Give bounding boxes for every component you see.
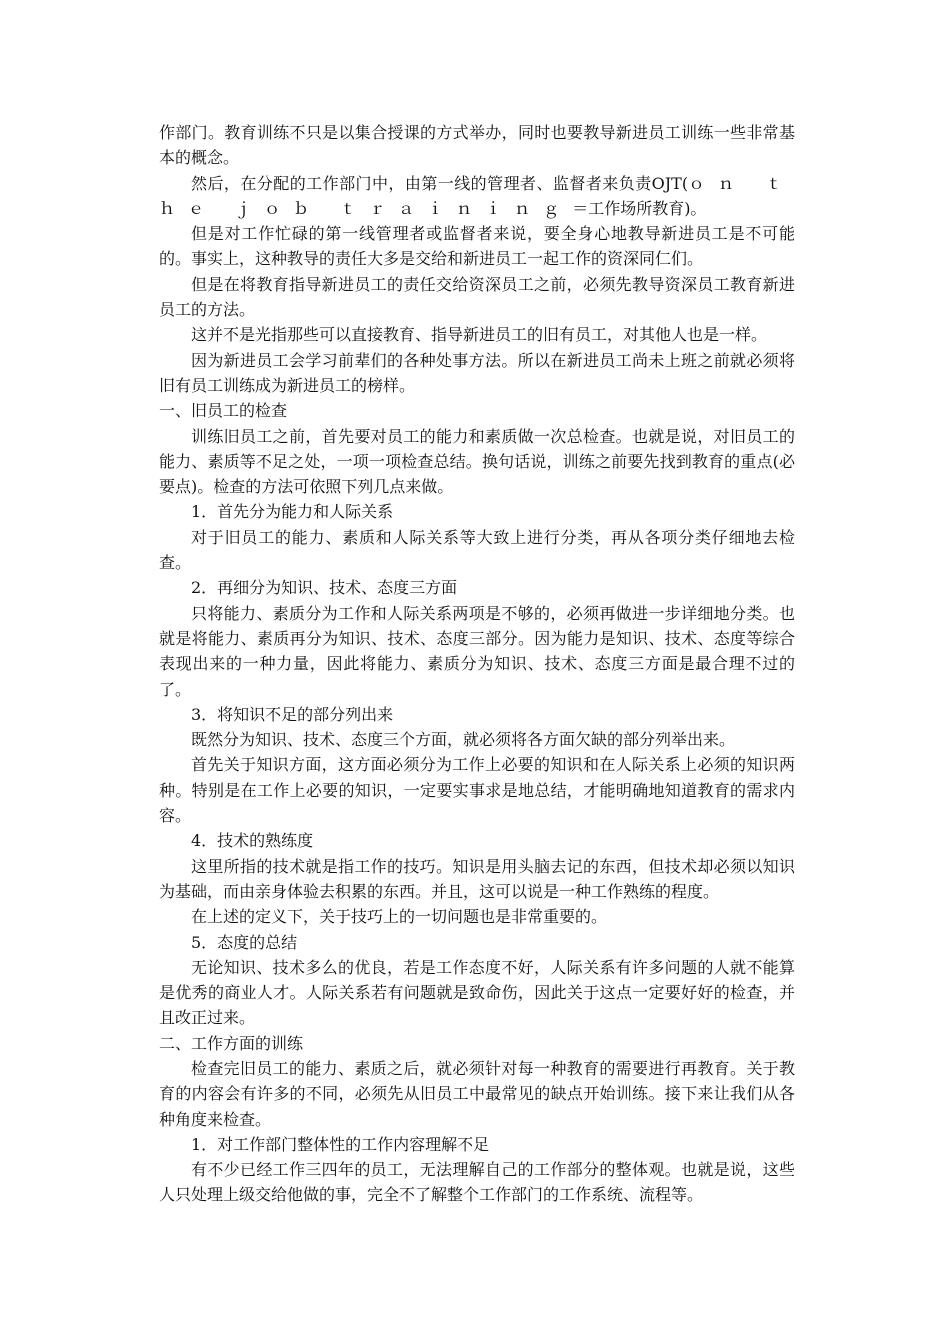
paragraph: 这里所指的技术就是指工作的技巧。知识是用头脑去记的东西，但技术却必须以知识为基础，而由亲身体验去积累的东西。并且，这可以说是一种工作熟练的程度。	[159, 856, 795, 901]
paragraph: 训练旧员工之前，首先要对员工的能力和素质做一次总检查。也就是说，对旧员工的能力、素质等不足之处，一项一项检查总结。换句话说，训练之前要先找到教育的重点(必要点)。检查的方法可依照下列几点来做。	[159, 426, 795, 497]
paragraph: 无论知识、技术多么的优良，若是工作态度不好，人际关系有许多问题的人就不能算是优秀的商业人才。人际关系若有问题就是致命伤，因此关于这点一定要好好的检查，并且改正过来。	[159, 957, 795, 1028]
subsection-heading: 4．技术的熟练度	[191, 831, 314, 851]
subsection-heading: 1．对工作部门整体性的工作内容理解不足	[191, 1134, 490, 1154]
paragraph: 作部门。教育训练不只是以集合授课的方式举办，同时也要教导新进员工训练一些非常基本的概念。	[159, 123, 795, 168]
section-heading: 二、工作方面的训练	[159, 1033, 304, 1053]
paragraph: 只将能力、素质分为工作和人际关系两项是不够的，必须再做进一步详细地分类。也就是将能力、素质再分为知识、技术、态度三部分。因为能力是知识、技术、态度等综合表现出来的一种力量，因此将能力、素质分为知识、技术、态度三方面是最合理不过的了。	[159, 603, 795, 699]
paragraph: 有不少已经工作三四年的员工，无法理解自己的工作部分的整体观。也就是说，这些人只处理上级交给他做的事，完全不了解整个工作部门的工作系统、流程等。	[159, 1160, 795, 1205]
subsection-heading: 5．态度的总结	[191, 932, 298, 952]
subsection-heading: 2．再细分为知识、技术、态度三方面	[191, 578, 458, 598]
subsection-heading: 3．将知识不足的部分列出来	[191, 704, 394, 724]
paragraph: 但是在将教育指导新进员工的责任交给资深员工之前，必须先教导资深员工教育新进员工的方法。	[159, 274, 795, 320]
paragraph: 对于旧员工的能力、素质和人际关系等大致上进行分类，再从各项分类仔细地去检查。	[159, 527, 795, 573]
paragraph: 在上述的定义下，关于技巧上的一切问题也是非常重要的。	[191, 907, 608, 927]
subsection-heading: 1．首先分为能力和人际关系	[191, 502, 394, 522]
paragraph: 因为新进员工会学习前辈们的各种处事方法。所以在新进员工尚未上班之前就必须将旧有员工训练成为新进员工的榜样。	[159, 350, 795, 395]
paragraph-ojt	[159, 171, 795, 222]
ojt-text-after: ＝工作场所教育)。	[572, 198, 707, 218]
paragraph: 既然分为知识、技术、态度三个方面，就必须将各方面欠缺的部分列举出来。	[191, 730, 736, 750]
paragraph: 这并不是光指那些可以直接教育、指导新进员工的旧有员工，对其他人也是一样。	[191, 325, 768, 345]
ojt-text-before: 然后，在分配的工作部门中，由第一线的管理者、监督者来负责OJT(	[191, 173, 689, 193]
paragraph: 但是对工作忙碌的第一线管理者或监督者来说，要全身心地教导新进员工是不可能的。事实上，这种教导的责任大多是交给和新进员工一起工作的资深同仁们。	[159, 224, 795, 269]
paragraph: 检查完旧员工的能力、素质之后，就必须针对每一种教育的需要进行再教育。关于教育的内容会有许多的不同，必须先从旧员工中最常见的缺点开始训练。接下来让我们从各种角度来检查。	[159, 1058, 795, 1129]
paragraph: 首先关于知识方面，这方面必须分为工作上必要的知识和在人际关系上必须的知识两种。特别是在工作上必要的知识，一定要实事求是地总结，才能明确地知道教育的需求内容。	[159, 755, 795, 826]
ojt-spaced-text: ｏｎ ｔｈｅ ｊｏｂ ｔｒａｉｎｉｎｇ	[159, 173, 795, 218]
document-body	[159, 120, 795, 1208]
section-heading: 一、旧员工的检查	[159, 401, 288, 421]
